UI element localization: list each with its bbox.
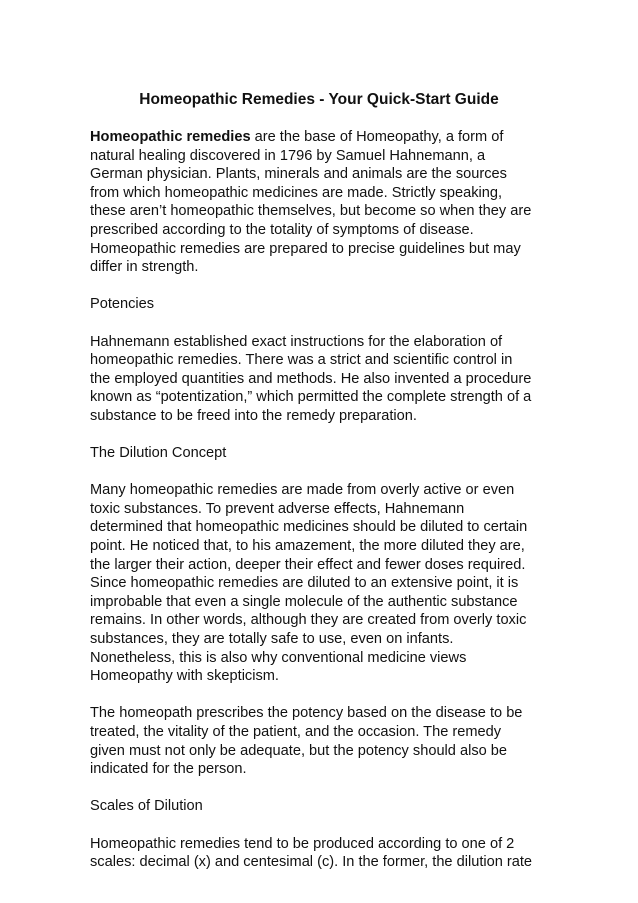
document-title: Homeopathic Remedies - Your Quick-Start Guide (139, 91, 499, 108)
dilution-line-4: the larger their action, deeper their effect and fewer doses required. (90, 556, 526, 573)
intro-lead-bold: Homeopathic remedies (90, 129, 251, 145)
intro-paragraph (90, 128, 560, 277)
dilution-line-10: Homeopathy with skepticism. (90, 668, 279, 685)
scales-paragraph (90, 835, 560, 872)
dilution-line-8: substances, they are totally safe to use, even on infants. (90, 631, 454, 648)
potencies-paragraph (90, 333, 560, 426)
scales-line-0: Homeopathic remedies tend to be produced according to one of 2 (90, 835, 515, 852)
potencies-line-4: substance to be freed into the remedy preparation. (90, 407, 417, 424)
prescribes-line-3: indicated for the person. (90, 761, 247, 778)
heading-potencies-text: Potencies (90, 296, 155, 313)
intro-line-6: Homeopathic remedies are prepared to precise guidelines but may (90, 240, 521, 257)
dilution-line-7: remains. In other words, although they are created from overly toxic (90, 612, 527, 629)
potencies-line-2: the employed quantities and methods. He also invented a procedure (90, 370, 532, 387)
heading-scales (90, 797, 560, 816)
prescribes-paragraph (90, 704, 560, 778)
dilution-paragraph (90, 481, 560, 686)
dilution-line-0: Many homeopathic remedies are made from overly active or even (90, 482, 515, 499)
intro-line-3: from which homeopathic medicines are made. Strictly speaking, (90, 184, 503, 201)
dilution-line-5: Since homeopathic remedies are diluted to an extensive point, it is (90, 575, 519, 592)
dilution-line-3: point. He noticed that, to his amazement, the more diluted they are, (90, 538, 525, 555)
intro-line-5: prescribed according to the totality of symptoms of disease. (90, 221, 474, 238)
dilution-line-1: toxic substances. To prevent adverse effects, Hahnemann (90, 500, 465, 517)
intro-line-0 (90, 128, 560, 147)
potencies-line-1: homeopathic remedies. There was a strict and scientific control in (90, 352, 513, 369)
prescribes-line-1: treated, the vitality of the patient, and the occasion. The remedy (90, 724, 502, 740)
document-body (90, 128, 560, 890)
intro-line-7: differ in strength. (90, 259, 199, 276)
dilution-line-2: determined that homeopathic medicines should be diluted to certain (90, 519, 528, 536)
heading-dilution (90, 444, 560, 463)
scales-line-1: scales: decimal (x) and centesimal (c). In the former, the dilution rate (90, 854, 533, 871)
intro-line-0-rest: are the base of Homeopathy, a form of (250, 129, 504, 145)
dilution-line-6: improbable that even a single molecule of the authentic substance (90, 593, 518, 610)
potencies-line-3: known as “potentization,” which permitted the complete strength of a (90, 389, 532, 406)
dilution-line-9: Nonetheless, this is also why conventional medicine views (90, 649, 467, 666)
prescribes-line-2: given must not only be adequate, but the potency should also be (90, 742, 508, 759)
heading-scales-text: Scales of Dilution (90, 798, 203, 815)
intro-line-2: German physician. Plants, minerals and animals are the sources (90, 166, 507, 183)
intro-line-1: natural healing discovered in 1796 by Samuel Hahnemann, a (90, 147, 486, 164)
heading-potencies (90, 295, 560, 314)
potencies-line-0: Hahnemann established exact instructions for the elaboration of (90, 333, 503, 350)
prescribes-line-0: The homeopath prescribes the potency based on the disease to be (90, 705, 523, 722)
heading-dilution-text: The Dilution Concept (90, 445, 227, 462)
intro-line-4: these aren’t homeopathic themselves, but become so when they are (90, 203, 532, 220)
